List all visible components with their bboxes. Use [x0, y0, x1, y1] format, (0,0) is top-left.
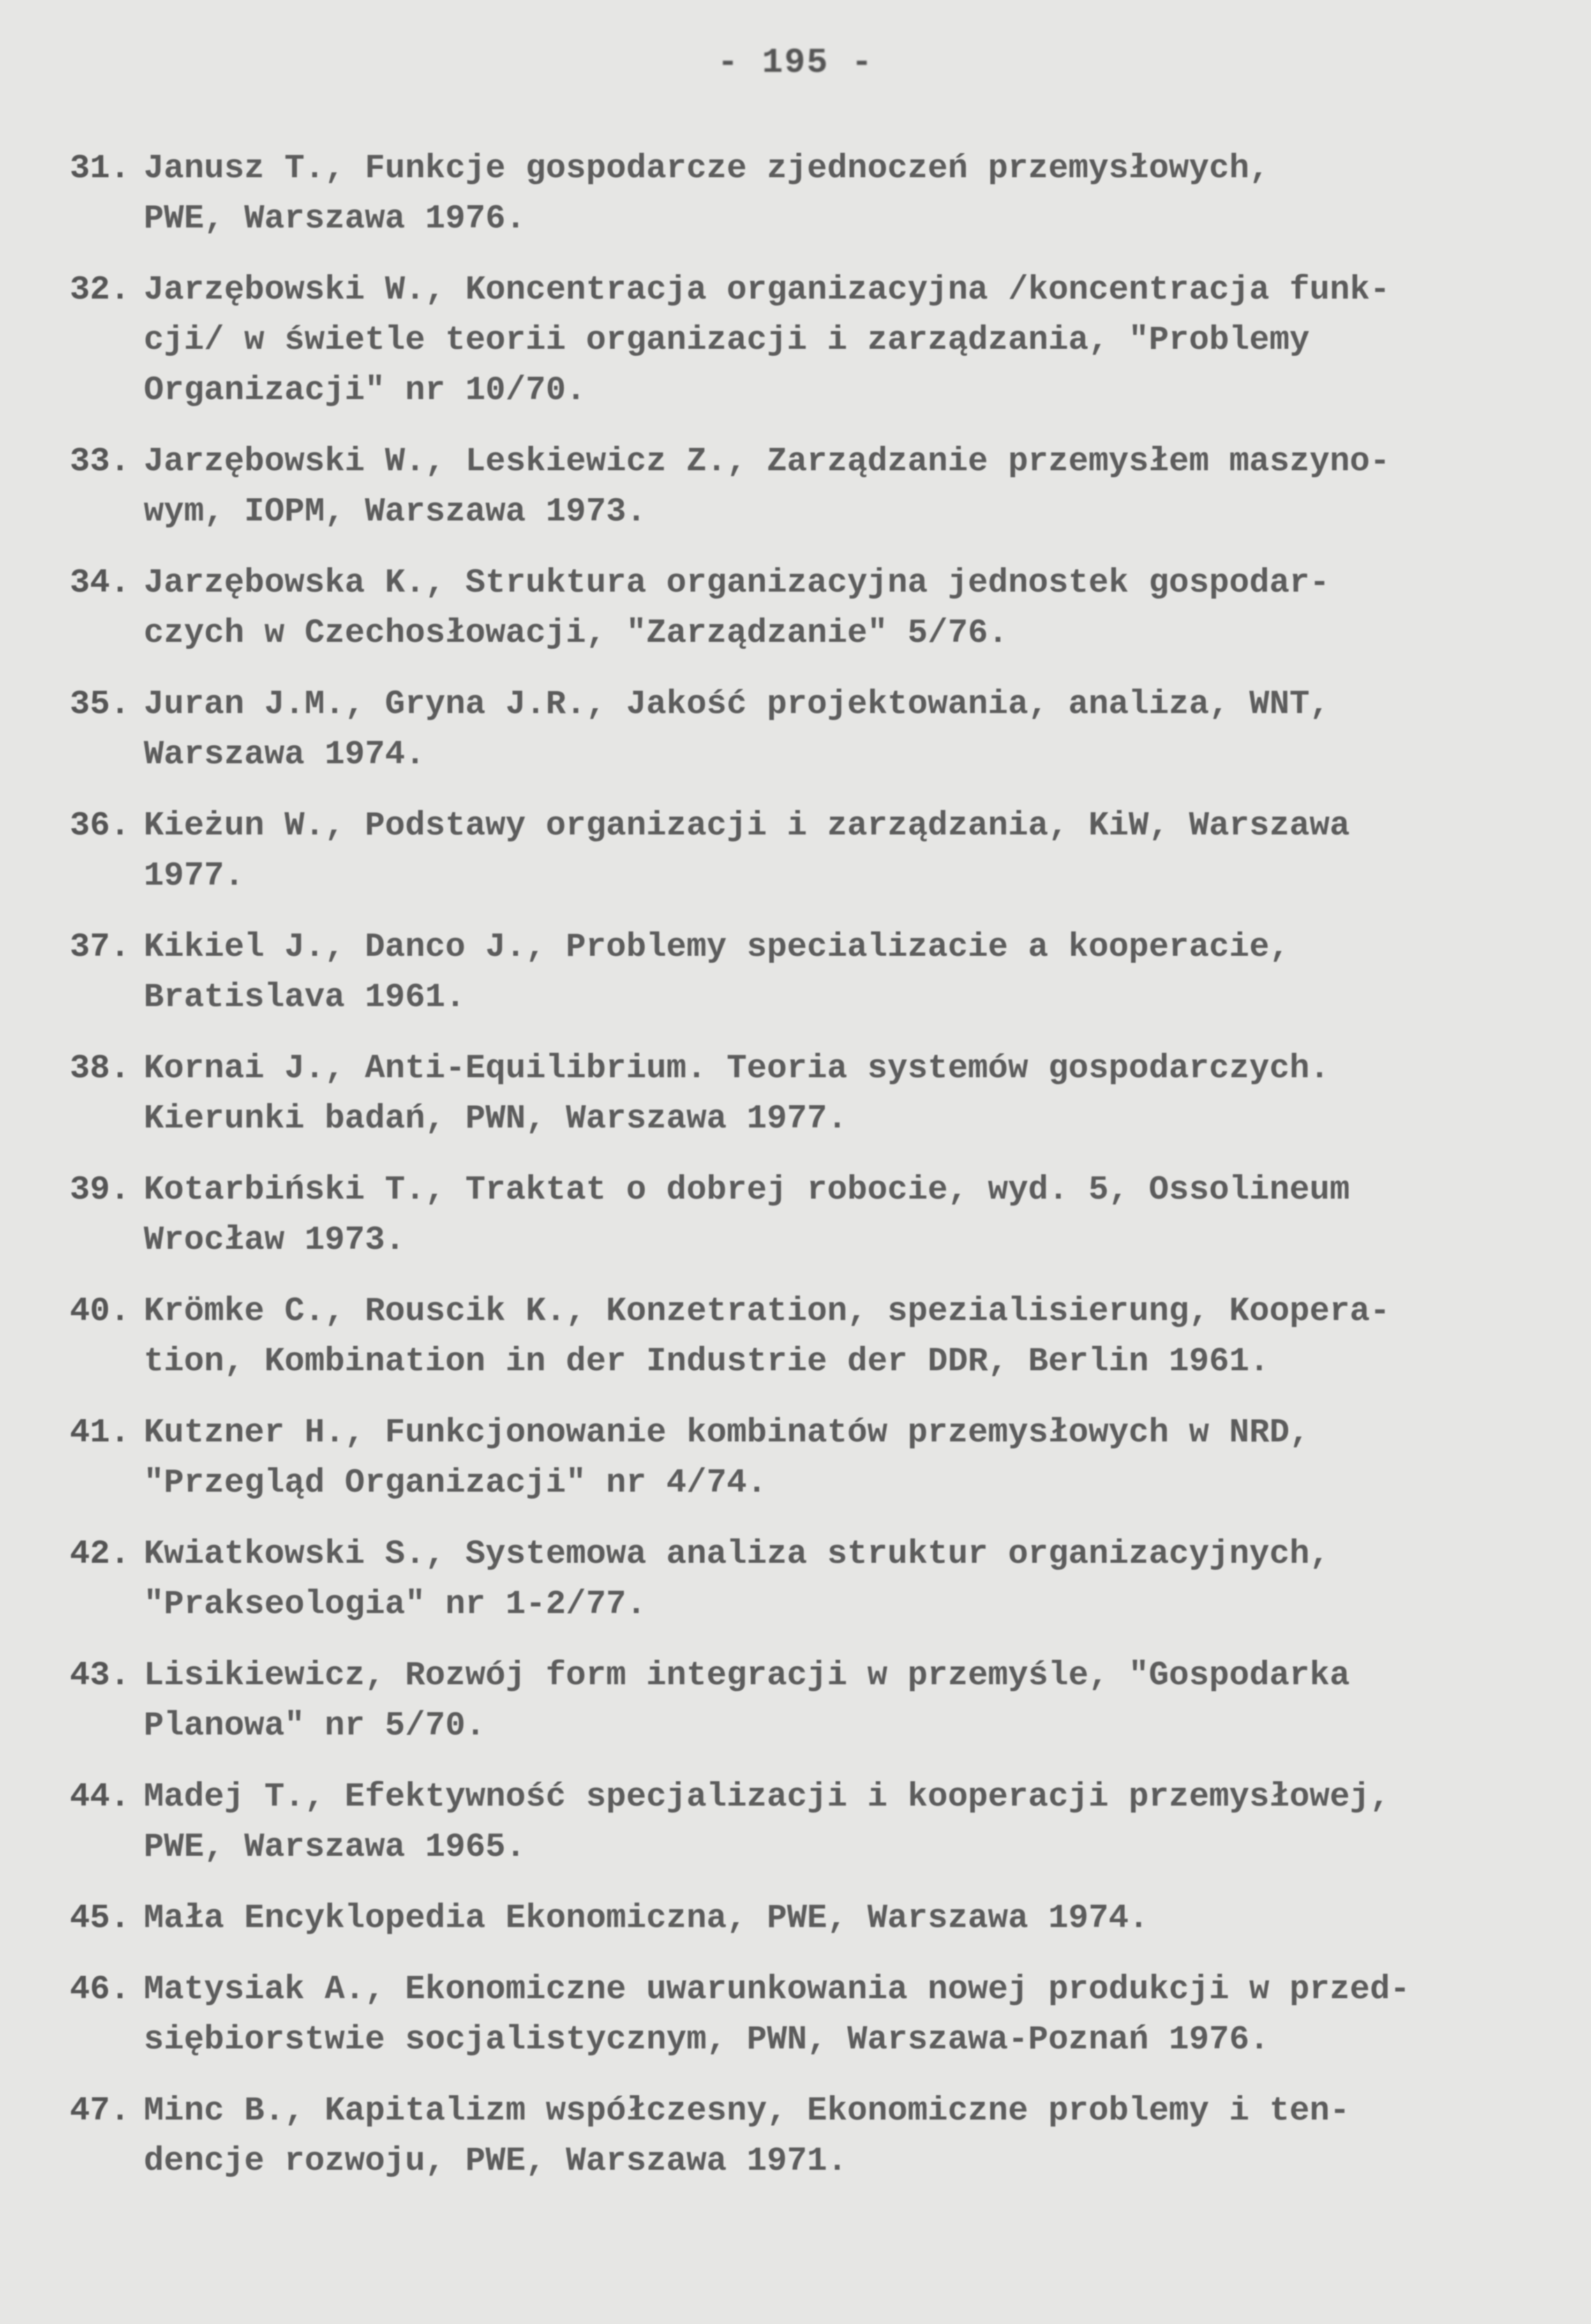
entry-text-line: PWE, Warszawa 1965.	[144, 1829, 526, 1866]
entry-text-line: tion, Kombination in der Industrie der DDR, Berlin 1961.	[144, 1343, 1270, 1381]
bibliography-entry	[70, 1165, 1563, 1266]
entry-text-line: Kierunki badań, PWN, Warszawa 1977.	[144, 1100, 848, 1138]
entry-text-line: Kikiel J., Danco J., Problemy specializacie a kooperacie,	[144, 929, 1290, 966]
entry-text-line: "Prakseologia" nr 1-2/77.	[144, 1586, 647, 1624]
entry-text-line: Matysiak A., Ekonomiczne uwarunkowania nowej produkcji w przed-	[144, 1971, 1410, 2009]
entry-text-line: Kotarbiński T., Traktat o dobrej robocie, wyd. 5, Ossolineum	[144, 1171, 1350, 1209]
entry-number: 42.	[70, 1536, 130, 1573]
entry-text-line: 1977.	[144, 857, 245, 895]
entry-number: 47.	[70, 2092, 130, 2130]
entry-text-line: Janusz T., Funkcje gospodarcze zjednoczeń przemysłowych,	[144, 150, 1270, 188]
entry-text-line: "Przegląd Organizacji" nr 4/74.	[144, 1464, 767, 1502]
bibliography-entry	[70, 680, 1563, 780]
bibliography-entry	[70, 1651, 1563, 1751]
entry-text-line: Mała Encyklopedia Ekonomiczna, PWE, Warszawa 1974.	[144, 1900, 1149, 1937]
entry-number: 34.	[70, 564, 130, 602]
entry-number: 41.	[70, 1414, 130, 1452]
entry-text-line: cji/ w świetle teorii organizacji i zarządzania, "Problemy	[144, 322, 1310, 359]
entry-number: 43.	[70, 1657, 130, 1695]
entry-number: 37.	[70, 929, 130, 966]
entry-number: 33.	[70, 443, 130, 481]
entry-text-line: dencje rozwoju, PWE, Warszawa 1971.	[144, 2143, 848, 2180]
bibliography-entry	[70, 1894, 1563, 1944]
entry-text-line: Minc B., Kapitalizm współczesny, Ekonomiczne problemy i ten-	[144, 2092, 1350, 2130]
entry-text-line: Jarzębowski W., Koncentracja organizacyjna /koncentracja funk-	[144, 271, 1390, 309]
bibliography-entry	[70, 1044, 1563, 1144]
entry-number: 46.	[70, 1971, 130, 2009]
entry-text-line: PWE, Warszawa 1976.	[144, 200, 526, 238]
entry-text-line: Madej T., Efektywność specjalizacji i kooperacji przemysłowej,	[144, 1778, 1390, 1816]
entry-text-line: Wrocław 1973.	[144, 1222, 405, 1259]
bibliography-entry	[70, 801, 1563, 901]
entry-text-line: czych w Czechosłowacji, "Zarządzanie" 5/76.	[144, 615, 1008, 652]
bibliography-entry	[70, 1965, 1563, 2065]
bibliography-list	[70, 144, 1563, 2207]
bibliography-entry	[70, 265, 1563, 416]
entry-number: 45.	[70, 1900, 130, 1937]
entry-text-line: Bratislava 1961.	[144, 979, 465, 1017]
entry-number: 32.	[70, 271, 130, 309]
entry-text-line: Kieżun W., Podstawy organizacji i zarządzania, KiW, Warszawa	[144, 807, 1350, 845]
entry-number: 36.	[70, 807, 130, 845]
entry-text-line: Planowa" nr 5/70.	[144, 1707, 486, 1745]
entry-number: 40.	[70, 1293, 130, 1330]
bibliography-entry	[70, 1529, 1563, 1630]
bibliography-entry	[70, 922, 1563, 1023]
entry-text-line: Kutzner H., Funkcjonowanie kombinatów przemysłowych w NRD,	[144, 1414, 1310, 1452]
entry-text-line: Jarzębowski W., Leskiewicz Z., Zarządzanie przemysłem maszyno-	[144, 443, 1390, 481]
entry-text-line: Juran J.M., Gryna J.R., Jakość projektowania, analiza, WNT,	[144, 686, 1330, 724]
bibliography-entry	[70, 1772, 1563, 1873]
entry-text-line: Warszawa 1974.	[144, 736, 426, 774]
entry-number: 35.	[70, 686, 130, 724]
entry-number: 31.	[70, 150, 130, 188]
entry-text-line: wym, IOPM, Warszawa 1973.	[144, 493, 647, 531]
bibliography-entry	[70, 2086, 1563, 2187]
bibliography-entry	[70, 144, 1563, 244]
entry-number: 44.	[70, 1778, 130, 1816]
page-number: - 195 -	[717, 43, 874, 83]
entry-text-line: Kornai J., Anti-Equilibrium. Teoria systemów gospodarczych.	[144, 1050, 1330, 1088]
bibliography-entry	[70, 1287, 1563, 1387]
entry-text-line: Lisikiewicz, Rozwój form integracji w przemyśle, "Gospodarka	[144, 1657, 1350, 1695]
entry-text-line: siębiorstwie socjalistycznym, PWN, Warszawa-Poznań 1976.	[144, 2021, 1270, 2059]
entry-text-line: Jarzębowska K., Struktura organizacyjna jednostek gospodar-	[144, 564, 1330, 602]
bibliography-entry	[70, 558, 1563, 659]
entry-number: 38.	[70, 1050, 130, 1088]
bibliography-entry	[70, 437, 1563, 537]
entry-number: 39.	[70, 1171, 130, 1209]
bibliography-entry	[70, 1408, 1563, 1508]
entry-text-line: Organizacji" nr 10/70.	[144, 372, 586, 410]
entry-text-line: Krömke C., Rouscik K., Konzetration, spezialisierung, Koopera-	[144, 1293, 1390, 1330]
entry-text-line: Kwiatkowski S., Systemowa analiza struktur organizacyjnych,	[144, 1536, 1330, 1573]
